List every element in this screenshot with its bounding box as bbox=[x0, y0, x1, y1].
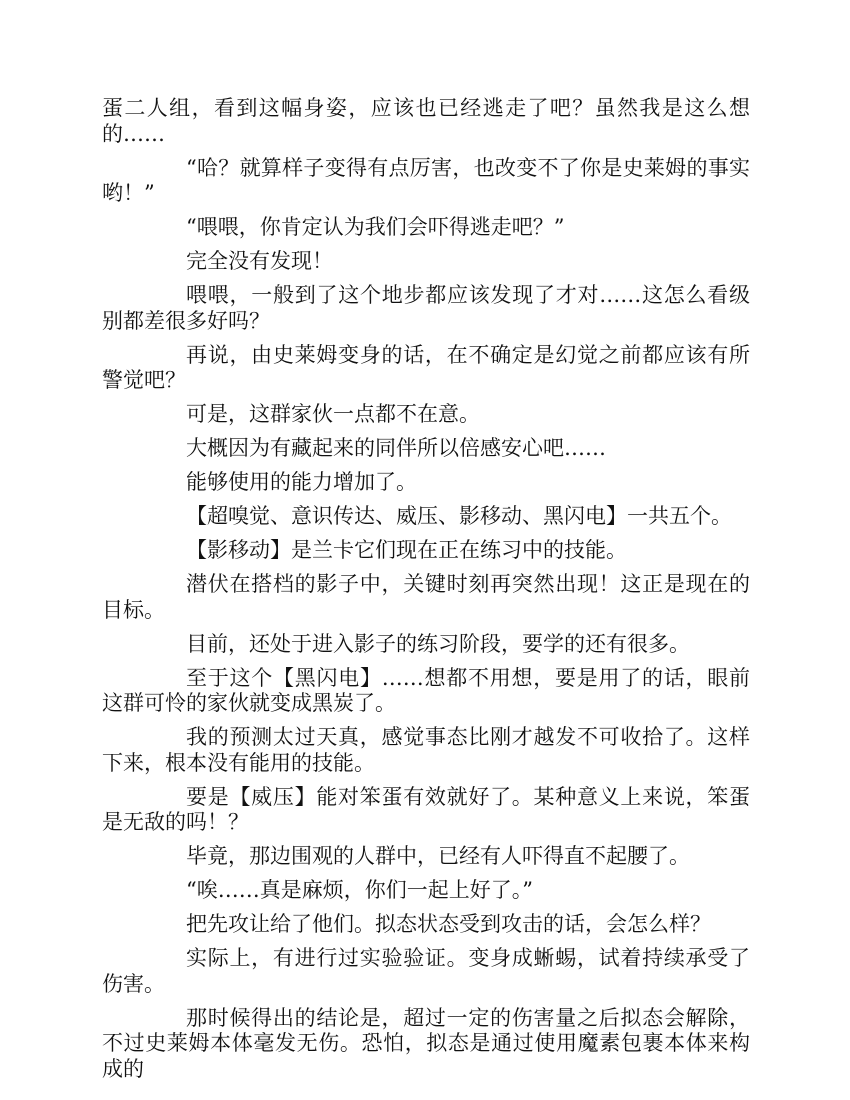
paragraph: 能够使用的能力增加了。 bbox=[186, 470, 417, 494]
paragraph: “哈？就算样子变得有点厉害，也改变不了你是史莱姆的事实哟！” bbox=[102, 155, 750, 205]
paragraph: 要是【威压】能对笨蛋有效就好了。某种意义上来说，笨蛋是无敌的吗！？ bbox=[102, 784, 750, 834]
paragraph: 潜伏在搭档的影子中，关键时刻再突然出现！这正是现在的目标。 bbox=[102, 572, 750, 622]
paragraph: 喂喂，一般到了这个地步都应该发现了才对……这怎么看级别都差很多好吗？ bbox=[102, 283, 750, 333]
paragraph: 完全没有发现！ bbox=[186, 249, 333, 273]
paragraph: 目前，还处于进入影子的练习阶段，要学的还有很多。 bbox=[186, 631, 690, 656]
paragraph: “喂喂，你肯定认为我们会吓得逃走吧？” bbox=[186, 215, 565, 239]
paragraph: 把先攻让给了他们。拟态状态受到攻击的话，会怎么样？ bbox=[186, 912, 711, 936]
paragraph: 实际上，有进行过实验验证。变身成蜥蜴，试着持续承受了伤害。 bbox=[102, 946, 750, 996]
paragraph: 那时候得出的结论是，超过一定的伤害量之后拟态会解除，不过史莱姆本体毫发无伤。恐怕，拟态是通过使用魔素包裹本体来构成的 bbox=[102, 1005, 750, 1081]
paragraph: 大概因为有藏起来的同伴所以倍感安心吧…… bbox=[186, 436, 606, 460]
document-page bbox=[102, 96, 750, 1091]
paragraph: 【影移动】是兰卡它们现在正在练习中的技能。 bbox=[186, 538, 627, 562]
paragraph: 我的预测太过天真，感觉事态比刚才越发不可收拾了。这样下来，根本没有能用的技能。 bbox=[102, 725, 750, 775]
paragraph: 毕竟，那边围观的人群中，已经有人吓得直不起腰了。 bbox=[186, 844, 690, 868]
paragraph: 至于这个【黑闪电】……想都不用想，要是用了的话，眼前这群可怜的家伙就变成黑炭了。 bbox=[102, 665, 750, 715]
paragraph: 可是，这群家伙一点都不在意。 bbox=[186, 402, 480, 426]
paragraph: 再说，由史莱姆变身的话，在不确定是幻觉之前都应该有所警觉吧？ bbox=[102, 342, 750, 392]
paragraph: “唉……真是麻烦，你们一起上好了。” bbox=[186, 878, 533, 902]
paragraph: 【超嗅觉、意识传达、威压、影移动、黑闪电】一共五个。 bbox=[186, 504, 732, 528]
paragraph: 蛋二人组，看到这幅身姿，应该也已经逃走了吧？虽然我是这么想的…… bbox=[102, 96, 750, 146]
